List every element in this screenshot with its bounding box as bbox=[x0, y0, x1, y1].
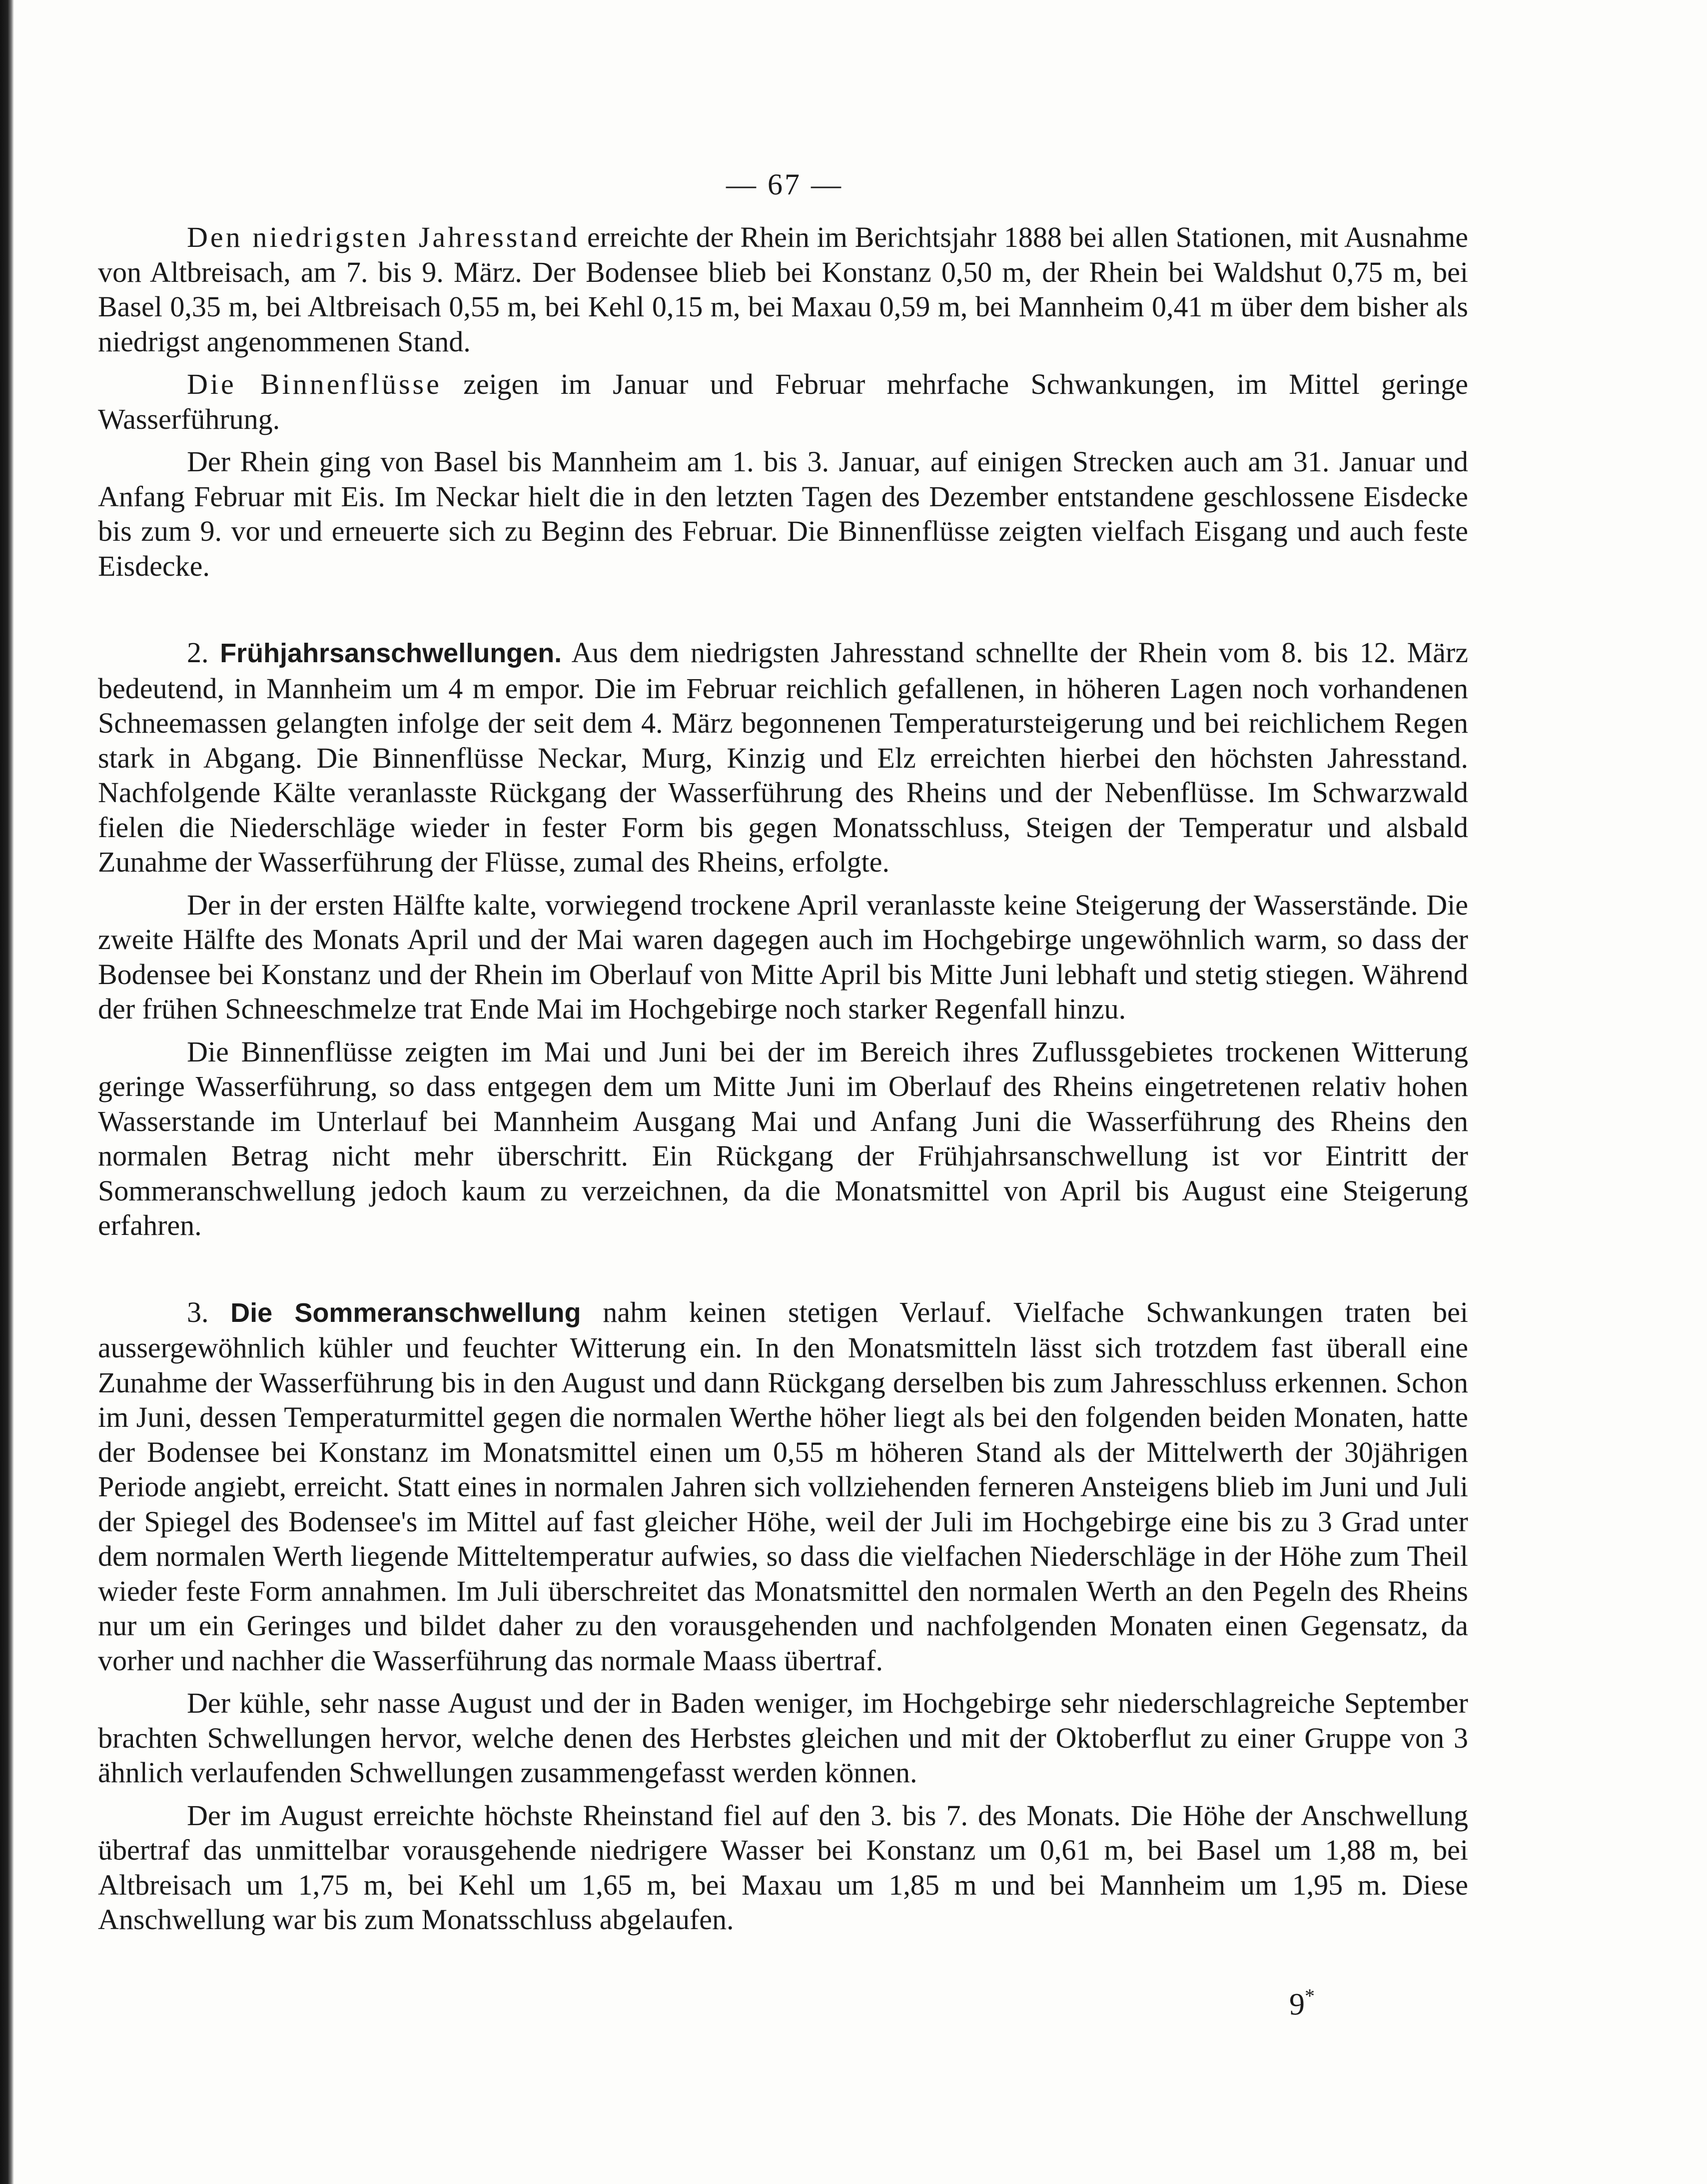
paragraph-text: Der in der ersten Hälfte kalte, vorwiegend trockene April veranlasste keine Steigerung der Wasserstände. Die zweite Hälfte des Monats April und der Mai waren dagegen auch im Hochgebirge ungewöhnlich warm, so dass der Bodensee bei Konstanz und der Rhein im Oberlauf von Mitte April bis Mitte Juni lebhaft und stetig stiegen. Während der frühen Schneeschmelze trat Ende Mai im Hochgebirge noch starker Regenfall hinzu. bbox=[98, 888, 1468, 1025]
section-summer-swelling bbox=[98, 1295, 1468, 1678]
section-heading: Frühjahrsanschwellungen. bbox=[220, 638, 562, 668]
section-number: 2. bbox=[187, 636, 209, 669]
signature-star: * bbox=[1305, 1985, 1315, 2007]
paragraph-april bbox=[98, 888, 1468, 1027]
paragraph-august-september bbox=[98, 1686, 1468, 1790]
section-number: 3. bbox=[187, 1295, 209, 1328]
section-spring-swelling bbox=[98, 635, 1468, 880]
page-number: — 67 — bbox=[726, 168, 843, 201]
signature-mark bbox=[1289, 1984, 1315, 2023]
paragraph-text: Aus dem niedrigsten Jahresstand schnellte der Rhein vom 8. bis 12. März bedeutend, in Mannheim um 4 m empor. Die im Februar reichlich gefallenen, in höheren Lagen noch vorhandenen Schneemassen gelangten infolge der seit dem 4. März begonnenen Temperatursteigerung und bei reichlichem Regen stark in Abgang. Die Binnenflüsse Neckar, Murg, Kinzig und Elz erreichten hierbei den höchsten Jahresstand. Nachfolgende Kälte veranlasste Rückgang der Wasserführung des Rheins und der Nebenflüsse. Im Schwarzwald fielen die Niederschläge wieder in fester Form bis gegen Monatsschluss, Steigen der Temperatur und alsbald Zunahme der Wasserführung der Flüsse, zumal des Rheins, erfolgte. bbox=[98, 636, 1468, 878]
paragraph-ice bbox=[98, 444, 1468, 583]
paragraph-august-peak bbox=[98, 1798, 1468, 1937]
paragraph-text: Der im August erreichte höchste Rheinstand fiel auf den 3. bis 7. des Monats. Die Höhe der Anschwellung übertraf das unmittelbar vorausgehende niedrigere Wasser bei Konstanz um 0,61 m, bei Basel um 1,88 m, bei Altbreisach um 1,75 m, bei Kehl um 1,65 m, bei Maxau um 1,85 m und bei Mannheim um 1,95 m. Diese Anschwellung war bis zum Monatsschluss abgelaufen. bbox=[98, 1799, 1468, 1936]
lead-text: Die Binnenflüsse bbox=[187, 368, 442, 400]
paragraph-text: Der kühle, sehr nasse August und der in Baden weniger, im Hochgebirge sehr niederschlagreiche September brachten Schwellungen hervor, welche denen des Herbstes gleichen und mit der Oktoberflut zu einer Gruppe von 3 ähnlich verlaufenden Schwellungen zusammengefasst werden können. bbox=[98, 1687, 1468, 1789]
lead-text: Den niedrigsten Jahresstand bbox=[187, 221, 580, 253]
paragraph-text: zeigen im Januar und Februar mehrfache Schwankungen, im Mittel geringe Wasserführung. bbox=[98, 368, 1468, 435]
book-binding-edge bbox=[0, 0, 14, 2184]
paragraph-text: Der Rhein ging von Basel bis Mannheim am 1. bis 3. Januar, auf einigen Strecken auch am 31. Januar und Anfang Februar mit Eis. Im Neckar hielt die in den letzten Tagen des Dezember entstandene geschlossene Eisdecke bis zum 9. vor und erneuerte sich zu Beginn des Februar. Die Binnenflüsse zeigten vielfach Eisgang und auch feste Eisdecke. bbox=[98, 445, 1468, 582]
paragraph-may-june bbox=[98, 1035, 1468, 1243]
section-heading: Die Sommeranschwellung bbox=[230, 1297, 581, 1328]
paragraph-text: Die Binnenflüsse zeigten im Mai und Juni bei der im Bereich ihres Zuflussgebietes trockenen Witterung geringe Wasserführung, so dass entgegen dem um Mitte Juni im Oberlauf des Rheins eingetretenen relativ hohen Wasserstande im Unterlauf bei Mannheim Ausgang Mai und Anfang Juni die Wasserführung des Rheins den normalen Betrag nicht mehr überschritt. Ein Rückgang der Frühjahrsanschwellung ist vor Eintritt der Sommeranschwellung jedoch kaum zu verzeichnen, da die Monatsmittel von April bis August eine Steigerung erfahren. bbox=[98, 1035, 1468, 1241]
body-text bbox=[98, 220, 1468, 1945]
paragraph-inland-rivers bbox=[98, 367, 1468, 436]
paragraph-low-water bbox=[98, 220, 1468, 359]
paragraph-text: nahm keinen stetigen Verlauf. Vielfache Schwankungen traten bei aussergewöhnlich kühler und feuchter Witterung ein. In den Monatsmitteln lässt sich trotzdem fast überall eine Zunahme der Wasserführung bis in den August und dann Rückgang derselben bis zum Jahresschluss erkennen. Schon im Juni, dessen Temperaturmittel gegen die normalen Werthe höher liegt als bei den folgenden beiden Monaten, hatte der Bodensee bei Konstanz im Monatsmittel einen um 0,55 m höheren Stand als der Mittelwerth der 30jährigen Periode angiebt, erreicht. Statt eines in normalen Jahren sich vollziehenden ferneren Ansteigens blieb im Juni und Juli der Spiegel des Bodensee's im Mittel auf fast gleicher Höhe, weil der Juli im Hochgebirge eine bis zu 3 Grad unter dem normalen Werth liegende Mitteltemperatur aufwies, so dass die vielfachen Niederschläge in der Höhe zum Theil wieder feste Form annahmen. Im Juli überschreitet das Monatsmittel den normalen Werth an den Pegeln des Rheins nur um ein Geringes und bildet daher zu den vorausgehenden und nachfolgenden Monaten einen Gegensatz, da vorher und nachher die Wasserführung das normale Maass übertraf. bbox=[98, 1295, 1468, 1677]
signature-number: 9 bbox=[1289, 1988, 1305, 2022]
paragraph-text: erreichte der Rhein im Berichtsjahr 1888 bei allen Stationen, mit Ausnahme von Altbreisach, am 7. bis 9. März. Der Bodensee blieb bei Konstanz 0,50 m, der Rhein bei Waldshut 0,75 m, bei Basel 0,35 m, bei Altbreisach 0,55 m, bei Kehl 0,15 m, bei Maxau 0,59 m, bei Mannheim 0,41 m über dem bisher als niedrigst angenommenen Stand. bbox=[98, 221, 1468, 358]
